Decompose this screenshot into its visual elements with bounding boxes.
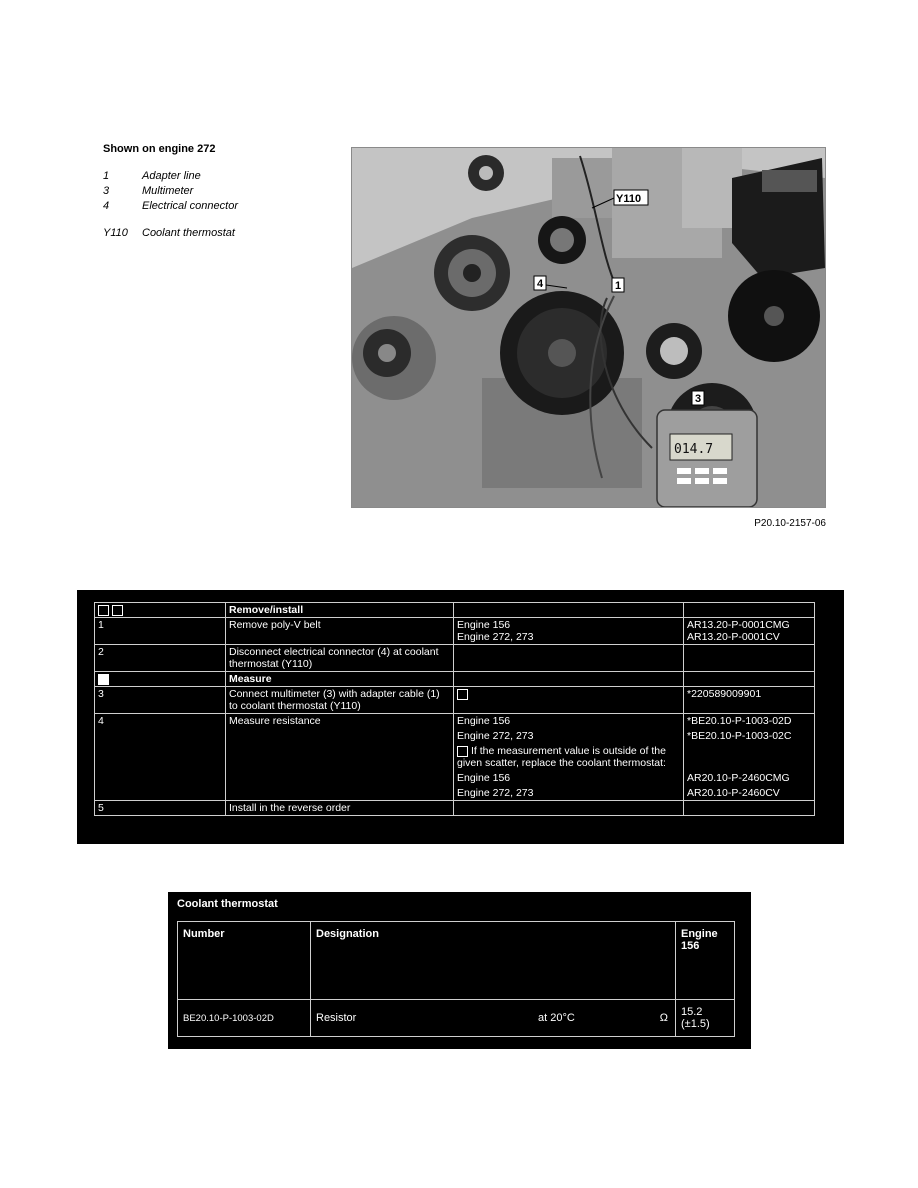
- step-text: Connect multimeter (3) with adapter cable (1) to coolant thermostat (Y110): [226, 687, 454, 714]
- info-note: If the measurement value is outside of the given scatter, replace the coolant thermostat:: [457, 745, 666, 769]
- step-number: 5: [95, 801, 226, 816]
- table-row: [95, 714, 815, 801]
- multimeter-reading: 014.7: [674, 442, 714, 457]
- install-icon: [112, 605, 123, 616]
- spec-unit: Ω: [659, 1012, 668, 1024]
- step-text: Remove poly-V belt: [226, 618, 454, 645]
- spec-designation: Resistor: [316, 1012, 357, 1024]
- document-link[interactable]: AR13.20-P-0001CV: [687, 631, 780, 643]
- column-header-engine: Engine 156: [676, 922, 735, 1000]
- legend-item: [103, 169, 343, 184]
- legend-number: Y110: [103, 227, 128, 239]
- document-link[interactable]: AR13.20-P-0001CMG: [687, 619, 790, 631]
- tool-number[interactable]: *220589009901: [684, 687, 815, 714]
- table-row: [178, 1000, 735, 1037]
- step-text: Measure resistance: [226, 714, 454, 801]
- step-number: 4: [95, 714, 226, 801]
- step-number: 2: [95, 645, 226, 672]
- legend-label: Coolant thermostat: [142, 227, 235, 239]
- procedure-panel: [77, 590, 844, 844]
- document-link[interactable]: AR20.10-P-2460CMG: [687, 772, 790, 784]
- remove-icon: [98, 605, 109, 616]
- specification-panel: [168, 892, 751, 1049]
- legend-item: [103, 226, 343, 241]
- measure-icon: [98, 674, 109, 685]
- special-tool-icon: [457, 689, 468, 700]
- engine-photo: [351, 147, 826, 508]
- legend-number: 1: [103, 170, 110, 182]
- document-link[interactable]: *BE20.10-P-1003-02C: [687, 730, 792, 742]
- header-label: Remove/install: [226, 603, 454, 618]
- document-link[interactable]: *BE20.10-P-1003-02D: [687, 715, 792, 727]
- table-row: [95, 645, 815, 672]
- info-icon: [457, 746, 468, 757]
- legend-title: Shown on engine 272: [103, 143, 216, 155]
- column-header-designation: Designation: [311, 922, 676, 1000]
- spec-number: BE20.10-P-1003-02D: [178, 1000, 311, 1037]
- document-link[interactable]: AR20.10-P-2460CV: [687, 787, 780, 799]
- table-row: [95, 801, 815, 816]
- engine-illustration: [352, 148, 825, 507]
- legend-number: 3: [103, 185, 110, 197]
- spec-title: Coolant thermostat: [177, 898, 278, 910]
- legend-label: Adapter line: [142, 170, 201, 182]
- figure-caption: P20.10-2157-06: [754, 518, 826, 529]
- step-text: Disconnect electrical connector (4) at coolant thermostat (Y110): [226, 645, 454, 672]
- engine-variant: Engine 272, 273: [457, 730, 534, 742]
- specification-table: [177, 921, 735, 1037]
- step-text: Install in the reverse order: [226, 801, 454, 816]
- section-label: Measure: [226, 672, 454, 687]
- legend-item: [103, 184, 343, 199]
- step-number: 3: [95, 687, 226, 714]
- engine-variant: Engine 272, 273: [457, 631, 534, 643]
- table-header-row: [178, 922, 735, 1000]
- callout-4: 4: [537, 278, 544, 290]
- spec-condition: at 20°C: [538, 1012, 575, 1024]
- table-row: [95, 618, 815, 645]
- remove-install-icons: [95, 603, 226, 618]
- table-row: [95, 603, 815, 618]
- callout-1: 1: [615, 280, 622, 292]
- callout-3: 3: [695, 393, 702, 405]
- table-row: [95, 687, 815, 714]
- legend-item: [103, 199, 343, 214]
- step-number: 1: [95, 618, 226, 645]
- table-row: [95, 672, 815, 687]
- procedure-table: [94, 602, 815, 816]
- figure-legend: [103, 143, 343, 241]
- legend-number: 4: [103, 200, 110, 212]
- engine-variant: Engine 156: [457, 772, 511, 784]
- callout-y110: Y110: [616, 193, 642, 205]
- spec-value: 15.2 (±1.5): [676, 1000, 735, 1037]
- column-header-number: Number: [178, 922, 311, 1000]
- legend-label: Multimeter: [142, 185, 194, 197]
- legend-label: Electrical connector: [142, 200, 238, 212]
- engine-variant: Engine 156: [457, 715, 511, 727]
- engine-variant: Engine 272, 273: [457, 787, 534, 799]
- engine-variant: Engine 156: [457, 619, 511, 631]
